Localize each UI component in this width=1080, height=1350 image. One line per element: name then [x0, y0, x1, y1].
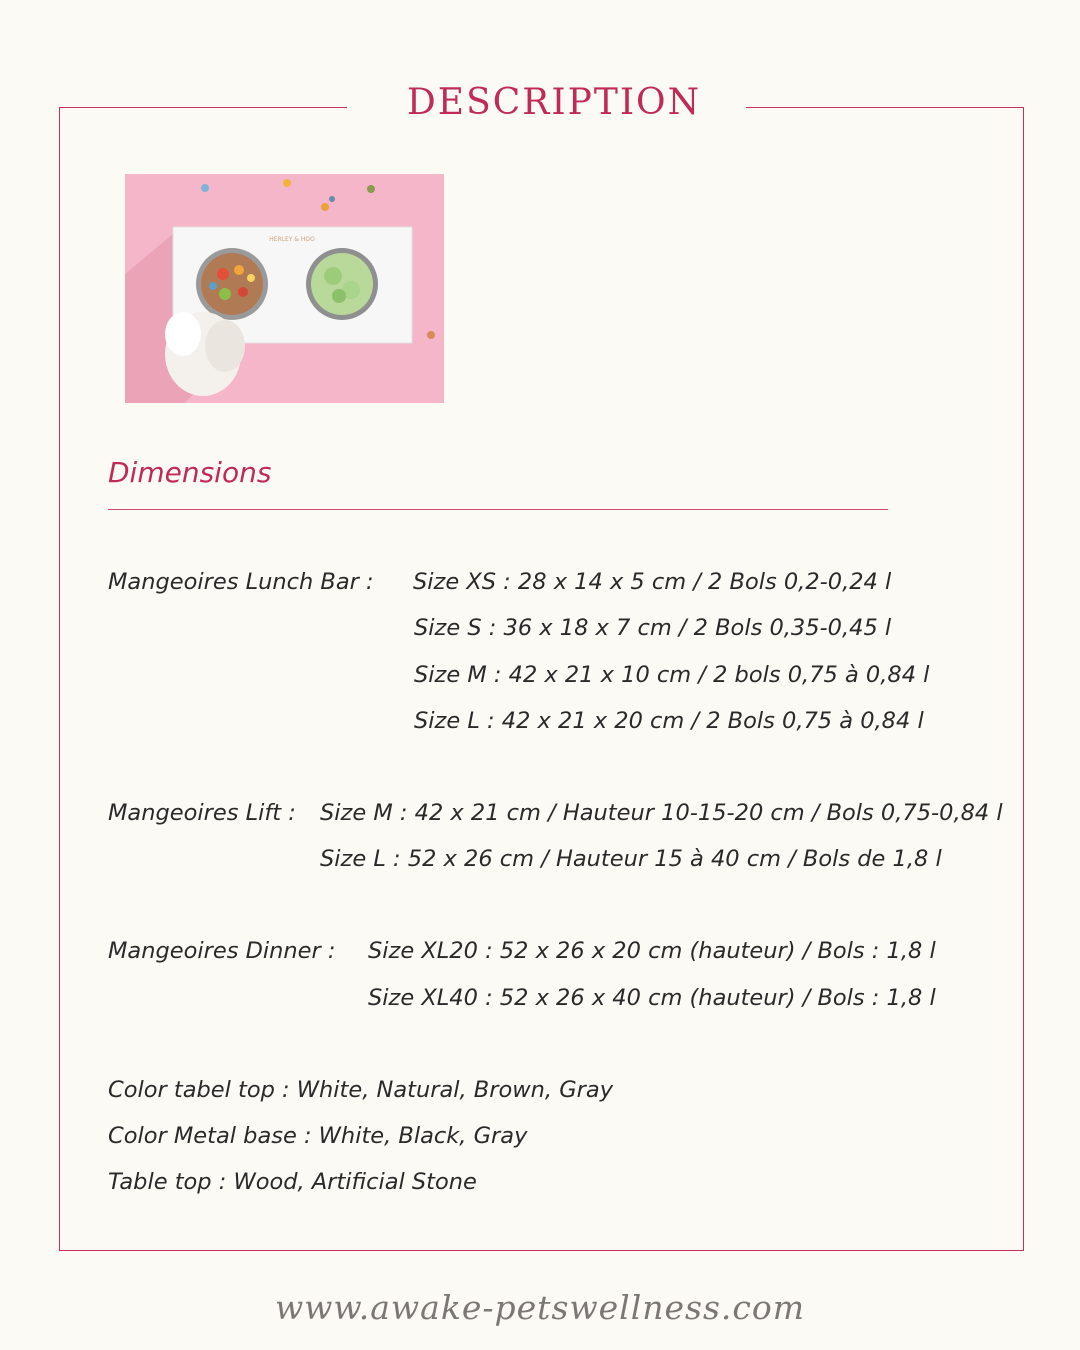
- frame-left: [59, 107, 60, 1251]
- section-title-dimensions: Dimensions: [108, 456, 272, 489]
- lift-size-l: Size L : 52 x 26 cm / Hauteur 15 à 40 cm / Bols de 1,8 l: [320, 846, 942, 872]
- table-top-material: Table top : Wood, Artificial Stone: [108, 1169, 477, 1195]
- lift-label: Mangeoires Lift :: [108, 800, 296, 826]
- lunch-bar-size-xs: Size XS : 28 x 14 x 5 cm / 2 Bols 0,2-0,24 l: [413, 569, 892, 595]
- lunch-bar-size-m: Size M : 42 x 21 x 10 cm / 2 bols 0,75 à 0,84 l: [414, 662, 930, 688]
- website-url[interactable]: www.awake-petswellness.com: [274, 1288, 806, 1327]
- frame-bottom: [59, 1250, 1024, 1251]
- dinner-size-xl20: Size XL20 : 52 x 26 x 20 cm (hauteur) / Bols : 1,8 l: [368, 938, 936, 964]
- color-metal-base: Color Metal base : White, Black, Gray: [108, 1123, 528, 1149]
- product-photo-illustration: [125, 174, 444, 403]
- product-photo: [125, 174, 444, 403]
- lunch-bar-size-s: Size S : 36 x 18 x 7 cm / 2 Bols 0,35-0,45 l: [414, 615, 892, 641]
- dinner-label: Mangeoires Dinner :: [108, 938, 336, 964]
- lunch-bar-size-l: Size L : 42 x 21 x 20 cm / 2 Bols 0,75 à 0,84 l: [414, 708, 924, 734]
- section-divider: [108, 509, 888, 510]
- product-logo: HERLEY & HOO: [269, 236, 315, 243]
- lunch-bar-label: Mangeoires Lunch Bar :: [108, 569, 374, 595]
- frame-right: [1023, 107, 1024, 1251]
- dinner-size-xl40: Size XL40 : 52 x 26 x 40 cm (hauteur) / Bols : 1,8 l: [368, 985, 936, 1011]
- color-table-top: Color tabel top : White, Natural, Brown, Gray: [108, 1077, 614, 1103]
- lift-size-m: Size M : 42 x 21 cm / Hauteur 10-15-20 cm / Bols 0,75-0,84 l: [320, 800, 1003, 826]
- page-title: DESCRIPTION: [406, 82, 702, 123]
